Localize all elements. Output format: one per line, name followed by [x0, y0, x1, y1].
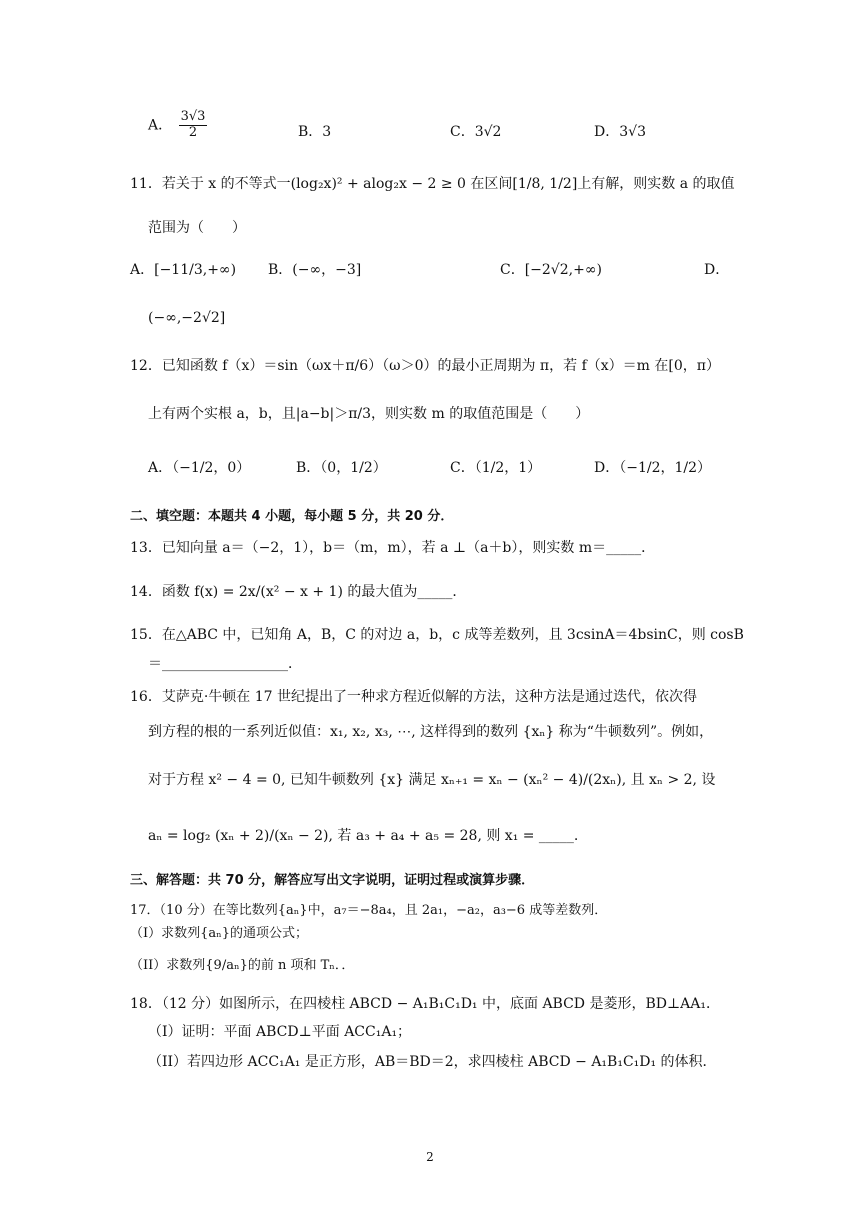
q16-line1: 16．艾萨克·牛顿在 17 世纪提出了一种求方程近似解的方法，这种方法是通过迭代，依次得 — [130, 689, 697, 705]
q11-option-a: A．[−11/3,+∞) — [130, 262, 237, 278]
q12-option-d: D．（−1/2，1/2） — [594, 460, 712, 476]
q13: 13．已知向量 a＝（−2，1），b＝（m，m），若 a ⊥（a＋b），则实数 m＝_____． — [130, 540, 656, 556]
q11-option-d-value: (−∞,−2√2] — [148, 310, 226, 326]
q12-option-c: C．（1/2，1） — [450, 460, 542, 476]
q17-line3: （II）求数列{9/aₙ}的前 n 项和 Tₙ．． — [130, 958, 355, 973]
section-answer-heading: 三、解答题：共 70 分，解答应写出文字说明，证明过程或演算步骤． — [130, 873, 535, 888]
q16-line3: 对于方程 x² − 4 = 0, 已知牛顿数列 {x} 满足 xₙ₊₁ = xₙ − (xₙ² − 4)/(2xₙ), 且 xₙ > 2, 设 — [148, 772, 716, 788]
q18-line3: （II）若四边形 ACC₁A₁ 是正方形，AB＝BD＝2，求四棱柱 ABCD − A₁B₁C₁D₁ 的体积． — [148, 1054, 717, 1070]
q14: 14．函数 f(x) = 2x/(x² − x + 1) 的最大值为_____． — [130, 584, 467, 600]
q10-option-b: B．3 — [298, 124, 332, 140]
q15-line1: 15．在△ABC 中，已知角 A，B，C 的对边 a，b，c 成等差数列，且 3csinA＝4bsinC，则 cosB — [130, 627, 744, 643]
q17-line1: 17．（10 分）在等比数列{aₙ}中，a₇＝−8a₄，且 2a₁，−a₂，a₃−6 成等差数列． — [130, 903, 608, 918]
q10-option-a: A． $\frac{3√3}{2}$ — [148, 109, 206, 140]
q15-line2: ＝__________________． — [148, 656, 302, 672]
q10-option-c: C．3√2 — [450, 124, 502, 140]
q12-option-a: A．（−1/2，0） — [148, 460, 251, 476]
q18-line1: 18．（12 分）如图所示，在四棱柱 ABCD − A₁B₁C₁D₁ 中，底面 ABCD 是菱形，BD⊥AA₁． — [130, 996, 720, 1012]
q16-line4: aₙ = log₂ (xₙ + 2)/(xₙ − 2), 若 a₃ + a₄ + a₅ = 28, 则 x₁ = _____. — [148, 828, 579, 844]
q17-line2: （I）求数列{aₙ}的通项公式； — [130, 926, 309, 941]
q16-line2: 到方程的根的一系列近似值：x₁, x₂, x₃, ⋯, 这样得到的数列 {xₙ} 称为“牛顿数列”。例如， — [148, 724, 714, 740]
q11-option-b: B．(−∞，−3] — [268, 262, 362, 278]
q12-option-b: B．（0，1/2） — [296, 460, 387, 476]
q11-option-c: C．[−2√2,+∞) — [500, 262, 602, 278]
page-number: 2 — [426, 1150, 434, 1164]
q12-stem-line2: 上有两个实根 a，b，且|a−b|＞π/3，则实数 m 的取值范围是（ ） — [148, 406, 590, 422]
q11-stem-line1: 11．若关于 x 的不等式一(log₂x)² + alog₂x − 2 ≥ 0 在区间[1/8, 1/2]上有解，则实数 a 的取值 — [130, 176, 735, 192]
q12-stem-line1: 12．已知函数 f（x）＝sin（ωx＋π/6）（ω＞0）的最小正周期为 π，若 f（x）＝m 在[0，π） — [130, 358, 720, 374]
q11-option-d-label: D． — [704, 262, 730, 278]
section-fill-in-heading: 二、填空题：本题共 4 小题，每小题 5 分，共 20 分． — [130, 509, 454, 524]
q18-line2: （I）证明：平面 ABCD⊥平面 ACC₁A₁； — [148, 1024, 412, 1040]
q10-option-d: D．3√3 — [594, 124, 646, 140]
q11-stem-line2: 范围为（ ） — [148, 220, 246, 236]
